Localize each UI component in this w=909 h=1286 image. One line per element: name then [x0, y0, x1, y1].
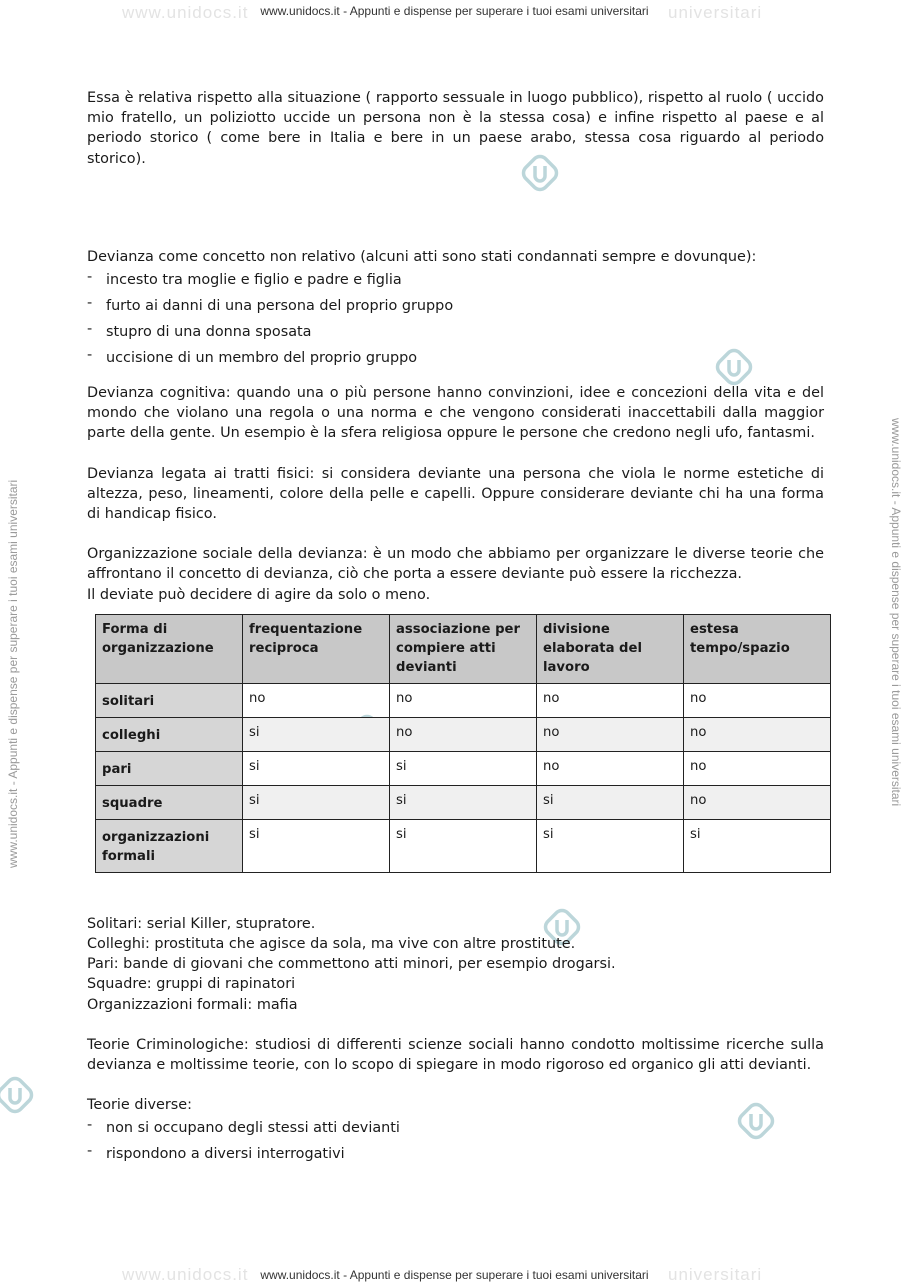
table-cell: si: [243, 785, 390, 819]
organization-table: [95, 614, 831, 873]
watermark-ghost-right: universitari: [668, 3, 763, 22]
table-header-cell: estesa tempo/spazio: [684, 614, 831, 683]
watermark-ghost-right-footer: universitari: [668, 1265, 763, 1284]
example-line: Colleghi: prostituta che agisce da sola, ma vive con altre prostitute.: [87, 936, 576, 953]
watermark-footer: www.unidocs.it - Appunti e dispense per superare i tuoi esami universitari: [260, 1268, 649, 1282]
example-line: Squadre: gruppi di rapinatori: [87, 976, 296, 993]
list-item: - rispondono a diversi interrogativi: [87, 1141, 824, 1167]
unidocs-logo-icon: [0, 1072, 38, 1118]
table-row: [96, 683, 831, 717]
theories-list: [87, 1115, 824, 1167]
table-header-cell: frequentazione reciproca: [243, 614, 390, 683]
table-cell: si: [390, 819, 537, 872]
physical-paragraph: Devianza legata ai tratti fisici: si considera deviante una persona che viola le norme estetiche di altezza, peso, lineamenti, colore della pelle e capelli. Oppure considerare deviante chi ha una forma di handicap fisico.: [87, 465, 824, 523]
non-relative-list: [87, 267, 824, 371]
watermark-ghost-left-footer: www.unidocs.it: [122, 1265, 249, 1284]
intro-paragraph: Essa è relativa rispetto alla situazione ( rapporto sessuale in luogo pubblico), rispetto al ruolo ( uccido mio fratello, un poliziotto uccide un persona non è la stessa cosa) e infine rispetto al paese e al periodo storico ( come bere in Italia e bere in un paese arabo, stessa cosa riguardo al periodo storico).: [87, 90, 824, 167]
watermark-header: www.unidocs.it - Appunti e dispense per superare i tuoi esami universitari: [260, 4, 649, 18]
table-header-cell: Forma di organizzazione: [96, 614, 243, 683]
table-header-cell: associazione per compiere atti devianti: [390, 614, 537, 683]
table-cell: no: [390, 717, 537, 751]
example-line: Pari: bande di giovani che commettono atti minori, per esempio drogarsi.: [87, 956, 616, 973]
cognitive-paragraph: Devianza cognitiva: quando una o più persone hanno convinzioni, idee e concezioni della vita e del mondo che violano una regola o una norma e che vengono considerati inaccettabili dalla maggior parte della gente. Un esempio è la sfera religiosa oppure le persone che credono negli ufo, fantasmi.: [87, 385, 824, 442]
table-cell: si: [390, 785, 537, 819]
table-cell: no: [684, 751, 831, 785]
watermark-side-right: www.unidocs.it - Appunti e dispense per superare i tuoi esami universitari: [889, 418, 903, 807]
table-cell: no: [390, 683, 537, 717]
table-cell: si: [390, 751, 537, 785]
table-row-label: solitari: [96, 683, 243, 717]
examples-block: [87, 914, 824, 1015]
watermark-side-left: www.unidocs.it - Appunti e dispense per superare i tuoi esami universitari: [6, 479, 20, 868]
social-organization-paragraph: Organizzazione sociale della devianza: è un modo che abbiamo per organizzare le diverse teorie che affrontano il concetto di devianza, ciò che porta a essere deviante può essere la ricchezza.: [87, 546, 824, 583]
table-cell: no: [684, 683, 831, 717]
theories-heading: Teorie diverse:: [87, 1097, 192, 1114]
example-line: Organizzazioni formali: mafia: [87, 996, 298, 1013]
table-cell: no: [537, 751, 684, 785]
table-cell: si: [537, 819, 684, 872]
table-row: [96, 751, 831, 785]
table-row: [96, 785, 831, 819]
list-item: - incesto tra moglie e figlio e padre e figlia: [87, 267, 824, 293]
non-relative-heading: Devianza come concetto non relativo (alcuni atti sono stati condannati sempre e dovunque):: [87, 248, 757, 265]
table-header-cell: divisione elaborata del lavoro: [537, 614, 684, 683]
table-cell: si: [684, 819, 831, 872]
criminological-paragraph: Teorie Criminologiche: studiosi di differenti scienze sociali hanno condotto moltissime ricerche sulla devianza e moltissime teorie, con lo scopo di spiegare in modo rigoroso ed organico gli atti devianti.: [87, 1036, 824, 1074]
table-row-label: pari: [96, 751, 243, 785]
table-header-row: [96, 614, 831, 683]
table-row-label: colleghi: [96, 717, 243, 751]
example-line: Solitari: serial Killer, stupratore.: [87, 915, 316, 932]
list-item: - stupro di una donna sposata: [87, 319, 824, 345]
social-organization-line: Il deviate può decidere di agire da solo o meno.: [87, 586, 431, 603]
table-row: [96, 819, 831, 872]
list-item: - non si occupano degli stessi atti devianti: [87, 1115, 824, 1141]
table-cell: si: [537, 785, 684, 819]
table-row: [96, 717, 831, 751]
table-cell: no: [243, 683, 390, 717]
table-cell: no: [537, 717, 684, 751]
table-cell: si: [243, 717, 390, 751]
document-body: [87, 88, 824, 1167]
table-cell: no: [537, 683, 684, 717]
table-row-label: squadre: [96, 785, 243, 819]
list-item: - uccisione di un membro del proprio gruppo: [87, 345, 824, 371]
table-cell: si: [243, 751, 390, 785]
table-row-label: organizzazioni formali: [96, 819, 243, 872]
table-cell: no: [684, 785, 831, 819]
table-cell: si: [243, 819, 390, 872]
list-item: - furto ai danni di una persona del proprio gruppo: [87, 293, 824, 319]
watermark-ghost-left: www.unidocs.it: [122, 3, 249, 22]
table-cell: no: [684, 717, 831, 751]
